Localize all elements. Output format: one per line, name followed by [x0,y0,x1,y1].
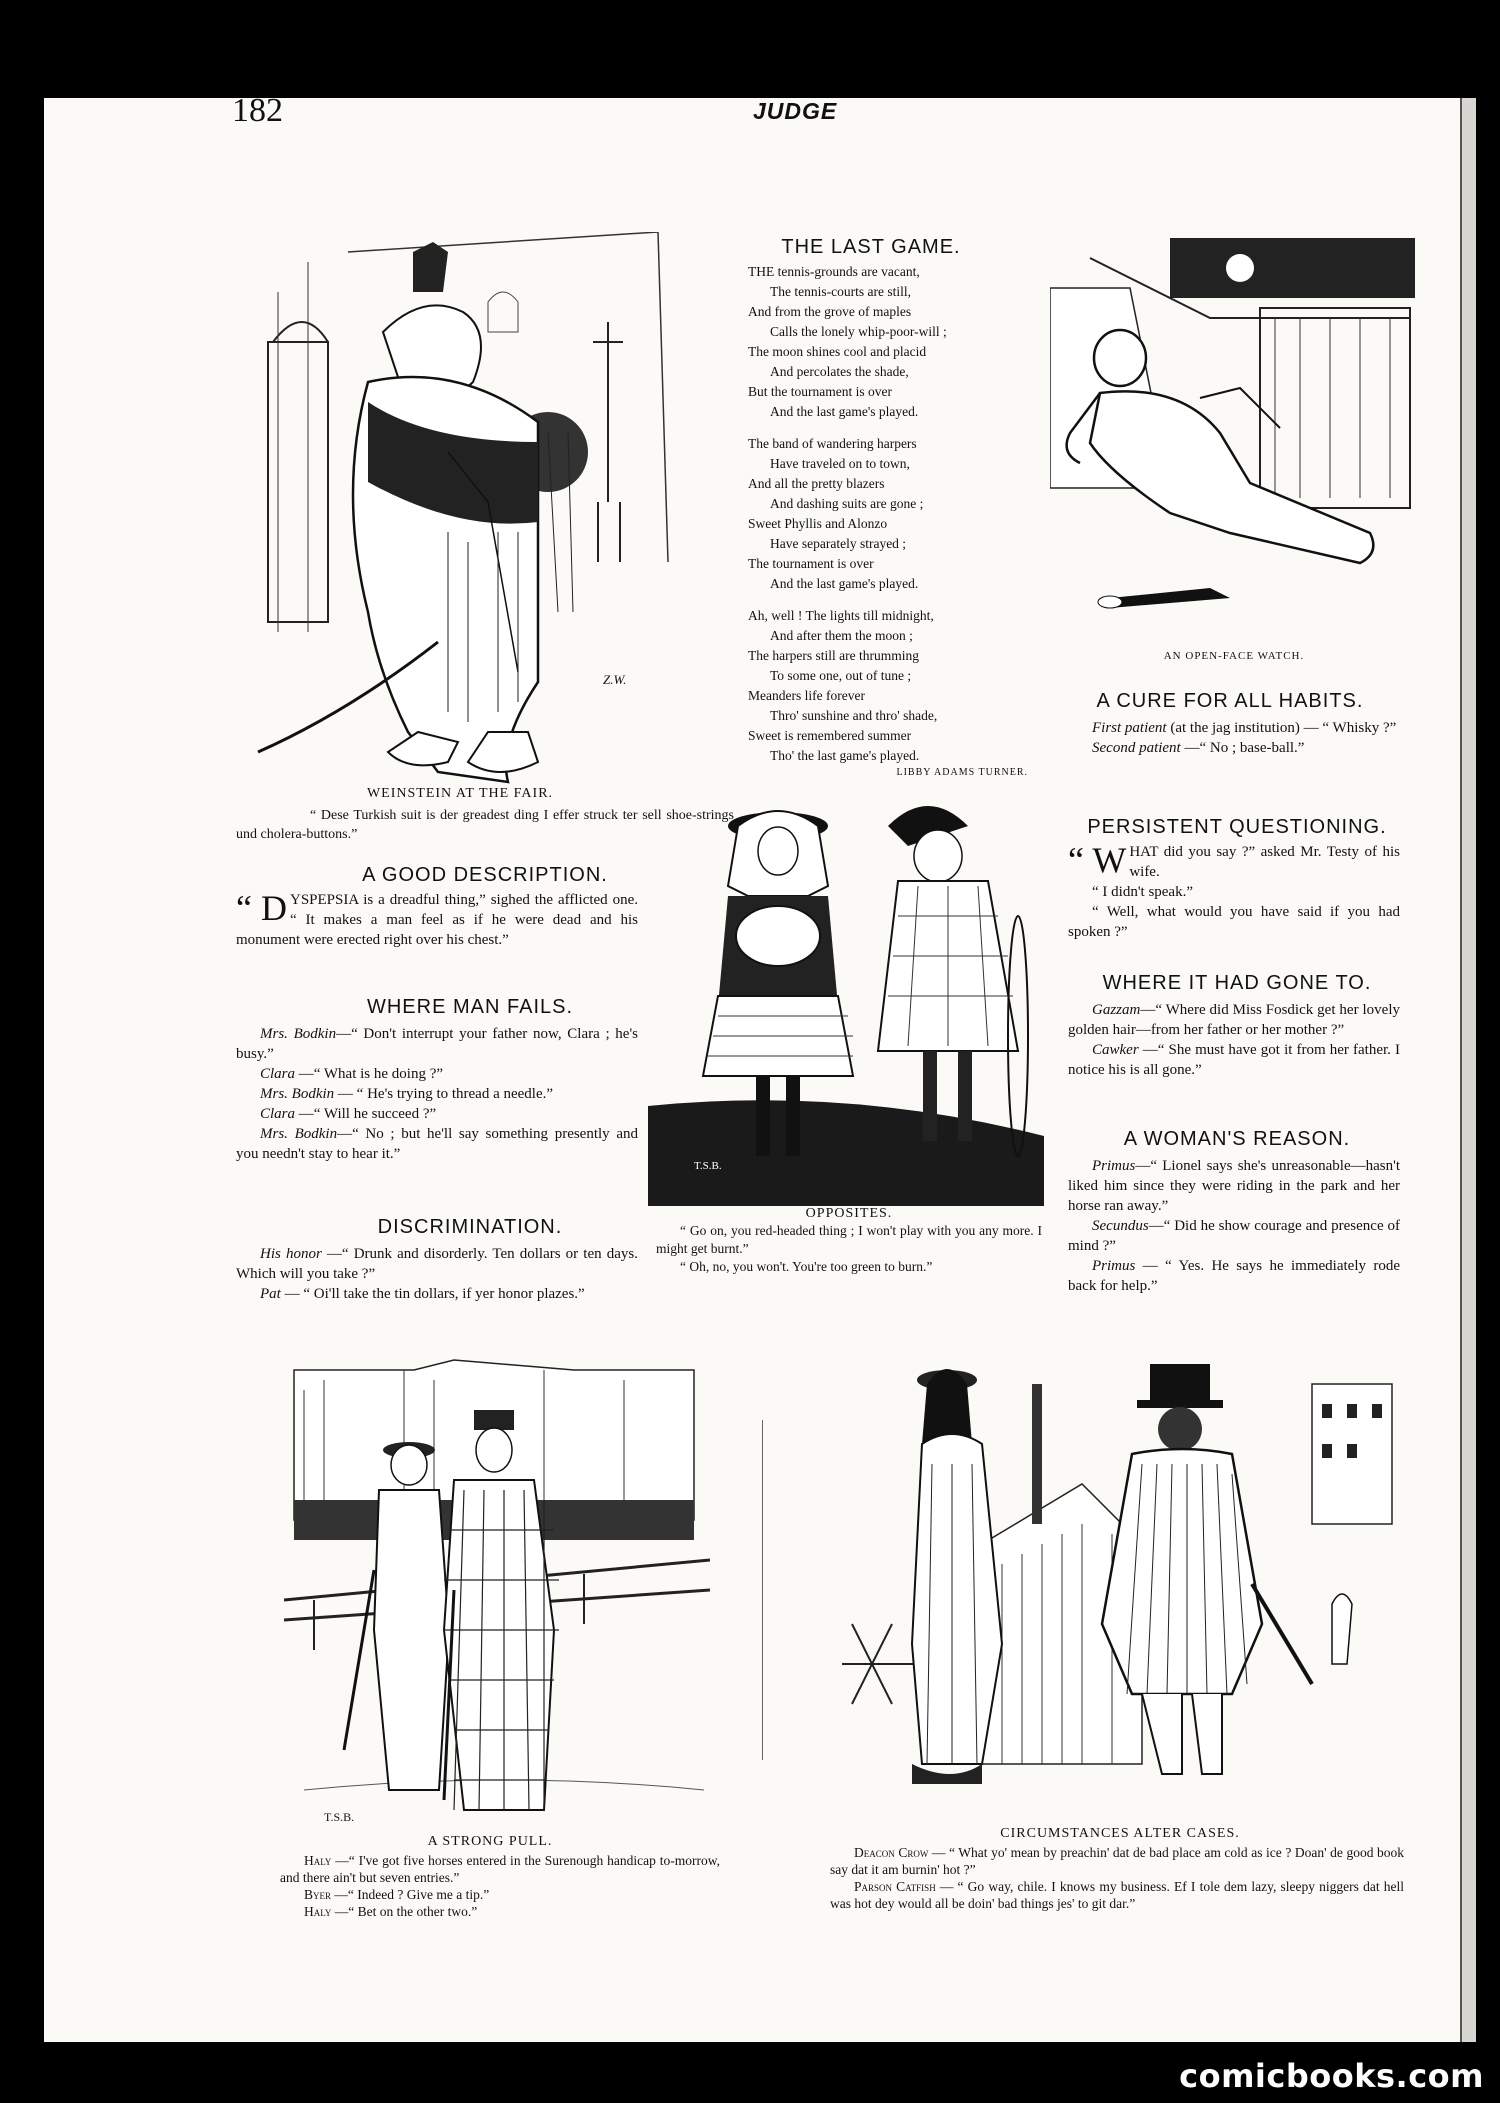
dialogue-line [1068,1156,1400,1216]
womans-reason-text [1068,1156,1400,1296]
speaker: Mrs. Bodkin [260,1086,335,1102]
dialogue-line [236,1104,638,1124]
dialogue-line [1068,1256,1400,1296]
line-text: — “ He's trying to thread a needle.” [334,1086,554,1102]
dialogue-line [280,1903,720,1920]
good-description-title: A GOOD DESCRIPTION. [362,864,608,886]
line-text: —“ Indeed ? Give me a tip.” [331,1887,490,1902]
poem-line: And the last game's played. [770,404,919,419]
poem-line: And from the grove of maples [748,304,912,319]
persistent-title: PERSISTENT QUESTIONING. [1087,816,1387,838]
speaker: Clara [260,1066,296,1082]
paragraph: YSPEPSIA is a dreadful thing,” sighed the afflicted one. “ It makes a man feel as if he were dead and his monument were erected right over his chest.” [236,892,638,948]
speaker: Gazzam [1092,1002,1141,1018]
line-text: —“ What is he doing ?” [295,1066,444,1082]
dialogue-line [1068,738,1404,758]
poem-line: THE tennis-grounds are vacant, [748,264,920,279]
persistent-text [1068,842,1400,942]
cure-text [1068,718,1404,758]
dialogue-line [1068,718,1404,738]
poem-line: Thro' sunshine and thro' shade, [770,708,938,723]
line-text: (at the jag institution) — “ Whisky ?” [1166,720,1397,736]
line-text: — “ What yo' mean by preachin' dat de bad place am cold as ice ? Doan' de good book say dat it am burnin' hot ?” [830,1845,1405,1877]
speaker: Second patient [1092,740,1181,756]
strong-pull-caption: A STRONG PULL. [427,1834,553,1849]
line-text: —“ Where did Miss Fosdick get her lovely golden hair—from her father or her mother ?” [1068,1002,1400,1038]
page-number: 182 [232,92,283,129]
speaker: Pat [260,1286,281,1302]
dialogue-line [236,1024,638,1064]
dialogue-line [236,1084,638,1104]
watermark: comicbooks.com [1179,2057,1484,2095]
dialogue-line: “ Go on, you red-headed thing ; I won't play with you any more. I might get burnt.” [656,1223,1042,1256]
poem-line: And all the pretty blazers [748,476,885,491]
speaker: First patient [1092,720,1167,736]
speaker: Parson Catfish [854,1879,936,1894]
line-text: —“ No ; base-ball.” [1180,740,1305,756]
poem-line: And dashing suits are gone ; [770,496,924,511]
discrimination-title: DISCRIMINATION. [377,1216,563,1238]
poem-line: To some one, out of tune ; [770,668,912,683]
paragraph [1068,842,1400,882]
gone-to-text [1068,1000,1400,1080]
dialogue-line: “ I didn't speak.” [1092,884,1194,900]
next-page-edge [1460,98,1476,2042]
dialogue-line [236,1064,638,1084]
dialogue-line [280,1852,720,1886]
poem-line: And percolates the shade, [770,364,909,379]
dialogue-line [236,1284,638,1304]
dialogue-line: “ Oh, no, you won't. You're too green to burn.” [680,1259,933,1274]
poem-line: Sweet is remembered summer [748,728,912,743]
last-game-title: THE LAST GAME. [781,236,961,258]
speaker: Haly [304,1853,332,1868]
poem-line: Have separately strayed ; [770,536,907,551]
line-text: — “ Go way, chile. I knows my business. Ef I tole dem lazy, sleepy niggers dat hell was hot dey would all be doin' bad things jes' to git dar.” [830,1879,1404,1911]
line-text: —“ She must have got it from her father. I notice his is all gone.” [1068,1042,1400,1078]
poem-line: The moon shines cool and placid [748,344,927,359]
speaker: Primus [1092,1258,1136,1274]
dialogue-line [280,1886,720,1903]
artist-signature: Z.W. [603,672,627,687]
poem-line: Calls the lonely whip-poor-will ; [770,324,947,339]
weinstein-caption: WEINSTEIN AT THE FAIR. [366,786,554,801]
line-text: — “ Oi'll take the tin dollars, if yer honor plazes.” [280,1286,585,1302]
open-face-watch-illustration [1050,228,1418,640]
speaker: Haly [304,1904,332,1919]
line-text: —“ Did he show courage and presence of mind ?” [1068,1218,1400,1254]
masthead: JUDGE [753,98,838,124]
speaker: Byer [304,1887,332,1902]
speaker: Clara [260,1106,296,1122]
poem-line: Tho' the last game's played. [770,748,920,763]
poem-author: LIBBY ADAMS TURNER. [896,767,1028,778]
speaker: His honor [260,1246,322,1262]
line-text: —“ Will he succeed ?” [295,1106,437,1122]
dialogue-line [1068,1216,1400,1256]
cure-title: A CURE FOR ALL HABITS. [1096,690,1364,712]
circumstances-illustration [832,1364,1398,1824]
man-fails-text [236,1024,638,1164]
poem-line: The harpers still are thrumming [748,648,919,663]
poem-line: And after them the moon ; [770,628,913,643]
drop-cap: “ D [236,888,287,928]
circumstances-caption: CIRCUMSTANCES ALTER CASES. [1000,1826,1240,1841]
gone-to-title: WHERE IT HAD GONE TO. [1102,972,1372,994]
strong-pull-text [280,1852,720,1920]
dialogue-line [830,1878,1404,1912]
speaker: Mrs. Bodkin [260,1126,338,1142]
dialogue-line [1068,1000,1400,1040]
opposites-illustration [648,786,1044,1206]
poem-stanza [748,434,1030,594]
drop-cap: “ W [1068,840,1127,880]
speaker: Primus [1092,1158,1136,1174]
opposites-text [656,1222,1042,1276]
artist-signature: T.S.B. [324,1810,355,1824]
opposites-caption: OPPOSITES. [805,1206,893,1221]
poem-line: And the last game's played. [770,576,919,591]
speaker: Cawker [1092,1042,1139,1058]
poem-line: Ah, well ! The lights till midnight, [748,608,934,623]
open-face-watch-caption: AN OPEN-FACE WATCH. [1163,650,1305,662]
dialogue-line [830,1844,1404,1878]
line-text: —“ I've got five horses entered in the Surenough handicap to-morrow, and there ain't but seven entries.” [280,1853,720,1885]
womans-reason-title: A WOMAN'S REASON. [1123,1128,1351,1150]
poem-line: The band of wandering harpers [748,436,917,451]
line-text: —“ Don't interrupt your father now, Clara ; he's busy.” [236,1026,638,1062]
dialogue-line: “ Well, what would you have said if you had spoken ?” [1068,904,1400,940]
good-description-text [236,890,638,950]
speaker: Deacon Crow [854,1845,929,1860]
dialogue-line [1068,1040,1400,1080]
poem-line: Sweet Phyllis and Alonzo [748,516,888,531]
poem-line: Have traveled on to town, [770,456,910,471]
artist-signature: T.S.B. [694,1160,722,1172]
poem-stanza [748,262,1030,422]
line-text: —“ Drunk and disorderly. Ten dollars or ten days. Which will you take ?” [236,1246,638,1282]
line-text: — “ Yes. He says he immediately rode back for help.” [1068,1258,1400,1294]
poem-line: But the tournament is over [748,384,892,399]
column-divider [762,1420,763,1760]
line-text: HAT did you say ?” asked Mr. Testy of his wife. [1129,844,1400,880]
speaker: Secundus [1092,1218,1149,1234]
speaker: Mrs. Bodkin [260,1026,337,1042]
poem-line: The tennis-courts are still, [770,284,911,299]
discrimination-text [236,1244,638,1304]
line-text: —“ Bet on the other two.” [331,1904,478,1919]
man-fails-title: WHERE MAN FAILS. [366,996,574,1018]
weinstein-quote: “ Dese Turkish suit is der greadest ding I effer struck ter sell shoe-strings und cholera-buttons.” [236,808,734,842]
strong-pull-illustration [284,1350,710,1834]
poem-line: The tournament is over [748,556,874,571]
line-text: —“ No ; but he'll say something presently and you needn't stay to hear it.” [236,1126,638,1162]
dialogue-line [236,1244,638,1284]
poem-stanza [748,606,1030,766]
poem-line: Meanders life forever [748,688,865,703]
dialogue-line [236,1124,638,1164]
last-game-poem [748,262,1030,778]
line-text: —“ Lionel says she's unreasonable—hasn't liked him since they were riding in the park and her horse ran away.” [1068,1158,1400,1214]
circumstances-text [830,1844,1404,1912]
weinstein-illustration [248,232,678,788]
